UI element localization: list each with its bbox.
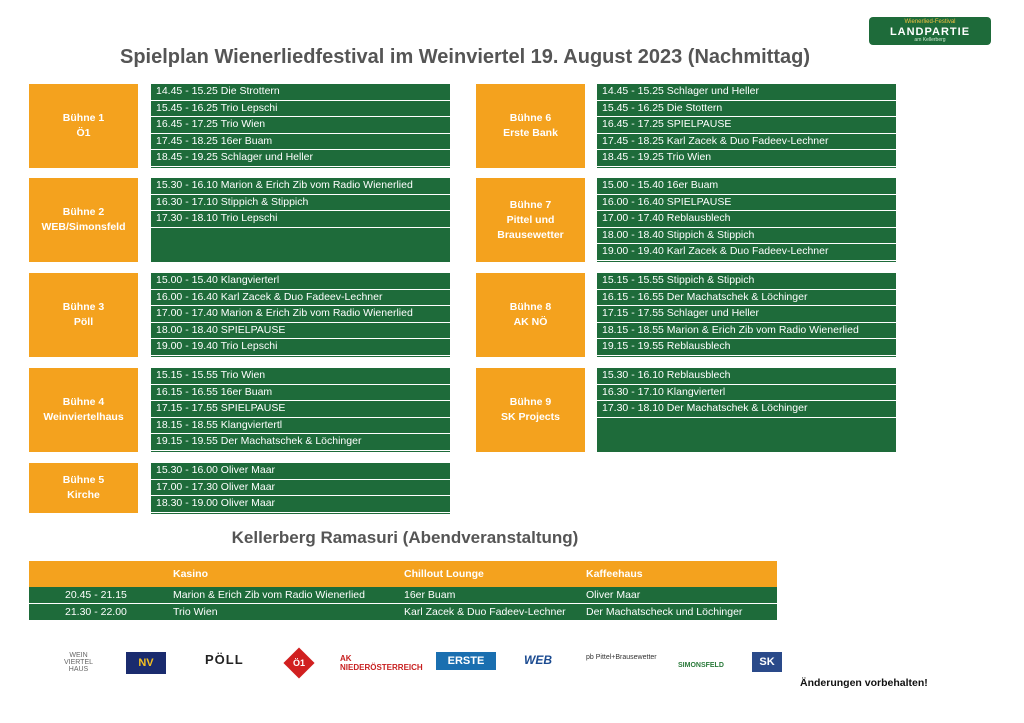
slot: 16.15 - 16.55 Der Machatschek & Löchinger [597,290,896,307]
stage-6-label [476,84,585,168]
slot: 18.15 - 18.55 Marion & Erich Zib vom Radio Wienerlied [597,323,896,340]
slot: 16.45 - 17.25 Trio Wien [151,117,450,134]
slot: 17.45 - 18.25 16er Buam [151,134,450,151]
slot: 17.30 - 18.10 Trio Lepschi [151,211,450,228]
slot: 15.15 - 15.55 Stippich & Stippich [597,273,896,290]
slot: 18.00 - 18.40 SPIELPAUSE [151,323,450,340]
sponsor-oe1 [283,647,314,678]
logo-line3: am Kellerberg [914,37,946,43]
table-row [29,604,777,621]
sponsor-pittel-brausewetter: pb Pittel+Brausewetter [586,654,657,661]
slot: 16.30 - 17.10 Klangvierterl [597,385,896,402]
stage-8-slots [597,273,896,357]
evening-table [29,587,777,621]
evening-header-row [29,561,777,587]
stage-3-label [29,273,138,357]
slot: 14.45 - 15.25 Schlager und Heller [597,84,896,101]
slot: 15.45 - 16.25 Die Stottern [597,101,896,118]
slot: 19.00 - 19.40 Trio Lepschi [151,339,450,356]
stage-4-label [29,368,138,452]
changes-reserved-note: Änderungen vorbehalten! [800,677,928,689]
time-cell: 20.45 - 21.15 [65,589,127,601]
stage-1-label [29,84,138,168]
stage-2-slots [151,178,450,262]
slot: 15.15 - 15.55 Trio Wien [151,368,450,385]
stage-name: Bühne 5 [62,474,105,486]
lounge-cell: Karl Zacek & Duo Fadeev-Lechner [404,606,566,618]
stage-2-label [29,178,138,262]
stage-3-slots [151,273,450,357]
slot: 19.15 - 19.55 Reblausblech [597,339,896,356]
slot: 16.00 - 16.40 SPIELPAUSE [597,195,896,212]
slot: 15.30 - 16.10 Marion & Erich Zib vom Radio Wienerlied [151,178,450,195]
stage-name: Bühne 2 [62,206,105,218]
sponsor-web: WEB [524,653,552,667]
stage-5-label [29,463,138,513]
logo-line1: Wienerlied-Festival [904,19,956,25]
slot: 17.30 - 18.10 Der Machatschek & Löchinger [597,401,896,418]
slot: 17.00 - 17.30 Oliver Maar [151,480,450,497]
kaffeehaus-cell: Der Machatscheck und Löchinger [586,606,743,618]
stage-sponsor: Pittel und [506,213,555,226]
sponsor-ak: AK NIEDERÖSTERREICH [340,654,423,672]
slot: 17.00 - 17.40 Reblausblech [597,211,896,228]
sponsor-simonsfeld: SIMONSFELD [678,662,724,669]
slot: 15.00 - 15.40 16er Buam [597,178,896,195]
stage-sponsor-2: Brausewetter [497,228,564,241]
slot: 18.30 - 19.00 Oliver Maar [151,496,450,513]
kasino-cell: Trio Wien [173,606,218,618]
lounge-cell: 16er Buam [404,589,456,601]
slot: 18.15 - 18.55 Klangviertertl [151,418,450,435]
slot: 16.00 - 16.40 Karl Zacek & Duo Fadeev-Lechner [151,290,450,307]
header-chillout-lounge: Chillout Lounge [404,568,484,580]
stage-sponsor: SK Projects [501,411,560,423]
stage-7-label [476,178,585,262]
stage-name: Bühne 6 [509,112,552,124]
stage-sponsor: Pöll [73,316,94,328]
slot: 14.45 - 15.25 Die Strottern [151,84,450,101]
slot: 16.30 - 17.10 Stippich & Stippich [151,195,450,212]
slot: 15.00 - 15.40 Klangvierterl [151,273,450,290]
stage-sponsor: WEB/Simonsfeld [41,221,126,233]
stage-name: Bühne 4 [62,396,105,408]
stage-name: Bühne 9 [509,396,552,408]
slot: 18.45 - 19.25 Trio Wien [597,150,896,167]
stage-8-label [476,273,585,357]
stage-name: Bühne 8 [509,301,552,313]
stage-sponsor: Ö1 [76,127,91,139]
slot: 18.45 - 19.25 Schlager und Heller [151,150,450,167]
stage-sponsor: AK NÖ [513,316,548,328]
stage-9-slots [597,368,896,452]
slot: 15.45 - 16.25 Trio Lepschi [151,101,450,118]
stage-sponsor: Erste Bank [503,127,558,139]
stage-5-slots [151,463,450,514]
slot: 17.15 - 17.55 Schlager und Heller [597,306,896,323]
stage-name: Bühne 1 [62,112,105,124]
kasino-cell: Marion & Erich Zib vom Radio Wienerlied [173,589,365,601]
stage-name: Bühne 3 [62,301,105,313]
evening-title: Kellerberg Ramasuri (Abendveranstaltung) [231,528,579,547]
sponsor-nv: NV [126,652,166,674]
stage-sponsor: Kirche [67,489,100,501]
sponsor-oe1-text: Ö1 [292,657,306,668]
stage-6-slots [597,84,896,168]
page-title: Spielplan Wienerliedfestival im Weinviertel 19. August 2023 (Nachmittag) [119,46,811,68]
sponsor-erste: ERSTE [436,652,496,670]
slot: 16.45 - 17.25 SPIELPAUSE [597,117,896,134]
time-cell: 21.30 - 22.00 [65,606,127,618]
slot: 19.15 - 19.55 Der Machatschek & Löchinger [151,434,450,451]
sponsor-weinviertelhaus: WEIN VIERTEL HAUS [63,652,94,673]
kaffeehaus-cell: Oliver Maar [586,589,641,601]
stage-sponsor: Weinviertelhaus [43,411,124,423]
slot: 16.15 - 16.55 16er Buam [151,385,450,402]
slot: 15.30 - 16.10 Reblausblech [597,368,896,385]
sponsor-poell: PÖLL [205,652,244,667]
sponsor-sk: SK [752,652,782,672]
stage-4-slots [151,368,450,452]
stage-7-slots [597,178,896,262]
table-row [29,587,777,604]
slot: 15.30 - 16.00 Oliver Maar [151,463,450,480]
logo-line2: LANDPARTIE [889,26,971,38]
slot: 17.15 - 17.55 SPIELPAUSE [151,401,450,418]
festival-logo [869,17,991,45]
slot: 17.00 - 17.40 Marion & Erich Zib vom Radio Wienerlied [151,306,450,323]
sponsor-logos [50,646,790,686]
stage-9-label [476,368,585,452]
slot: 17.45 - 18.25 Karl Zacek & Duo Fadeev-Lechner [597,134,896,151]
stage-name: Bühne 7 [509,198,552,211]
slot: 18.00 - 18.40 Stippich & Stippich [597,228,896,245]
stage-1-slots [151,84,450,168]
header-kasino: Kasino [173,568,209,580]
slot: 19.00 - 19.40 Karl Zacek & Duo Fadeev-Lechner [597,244,896,261]
header-kaffeehaus: Kaffeehaus [586,568,643,580]
